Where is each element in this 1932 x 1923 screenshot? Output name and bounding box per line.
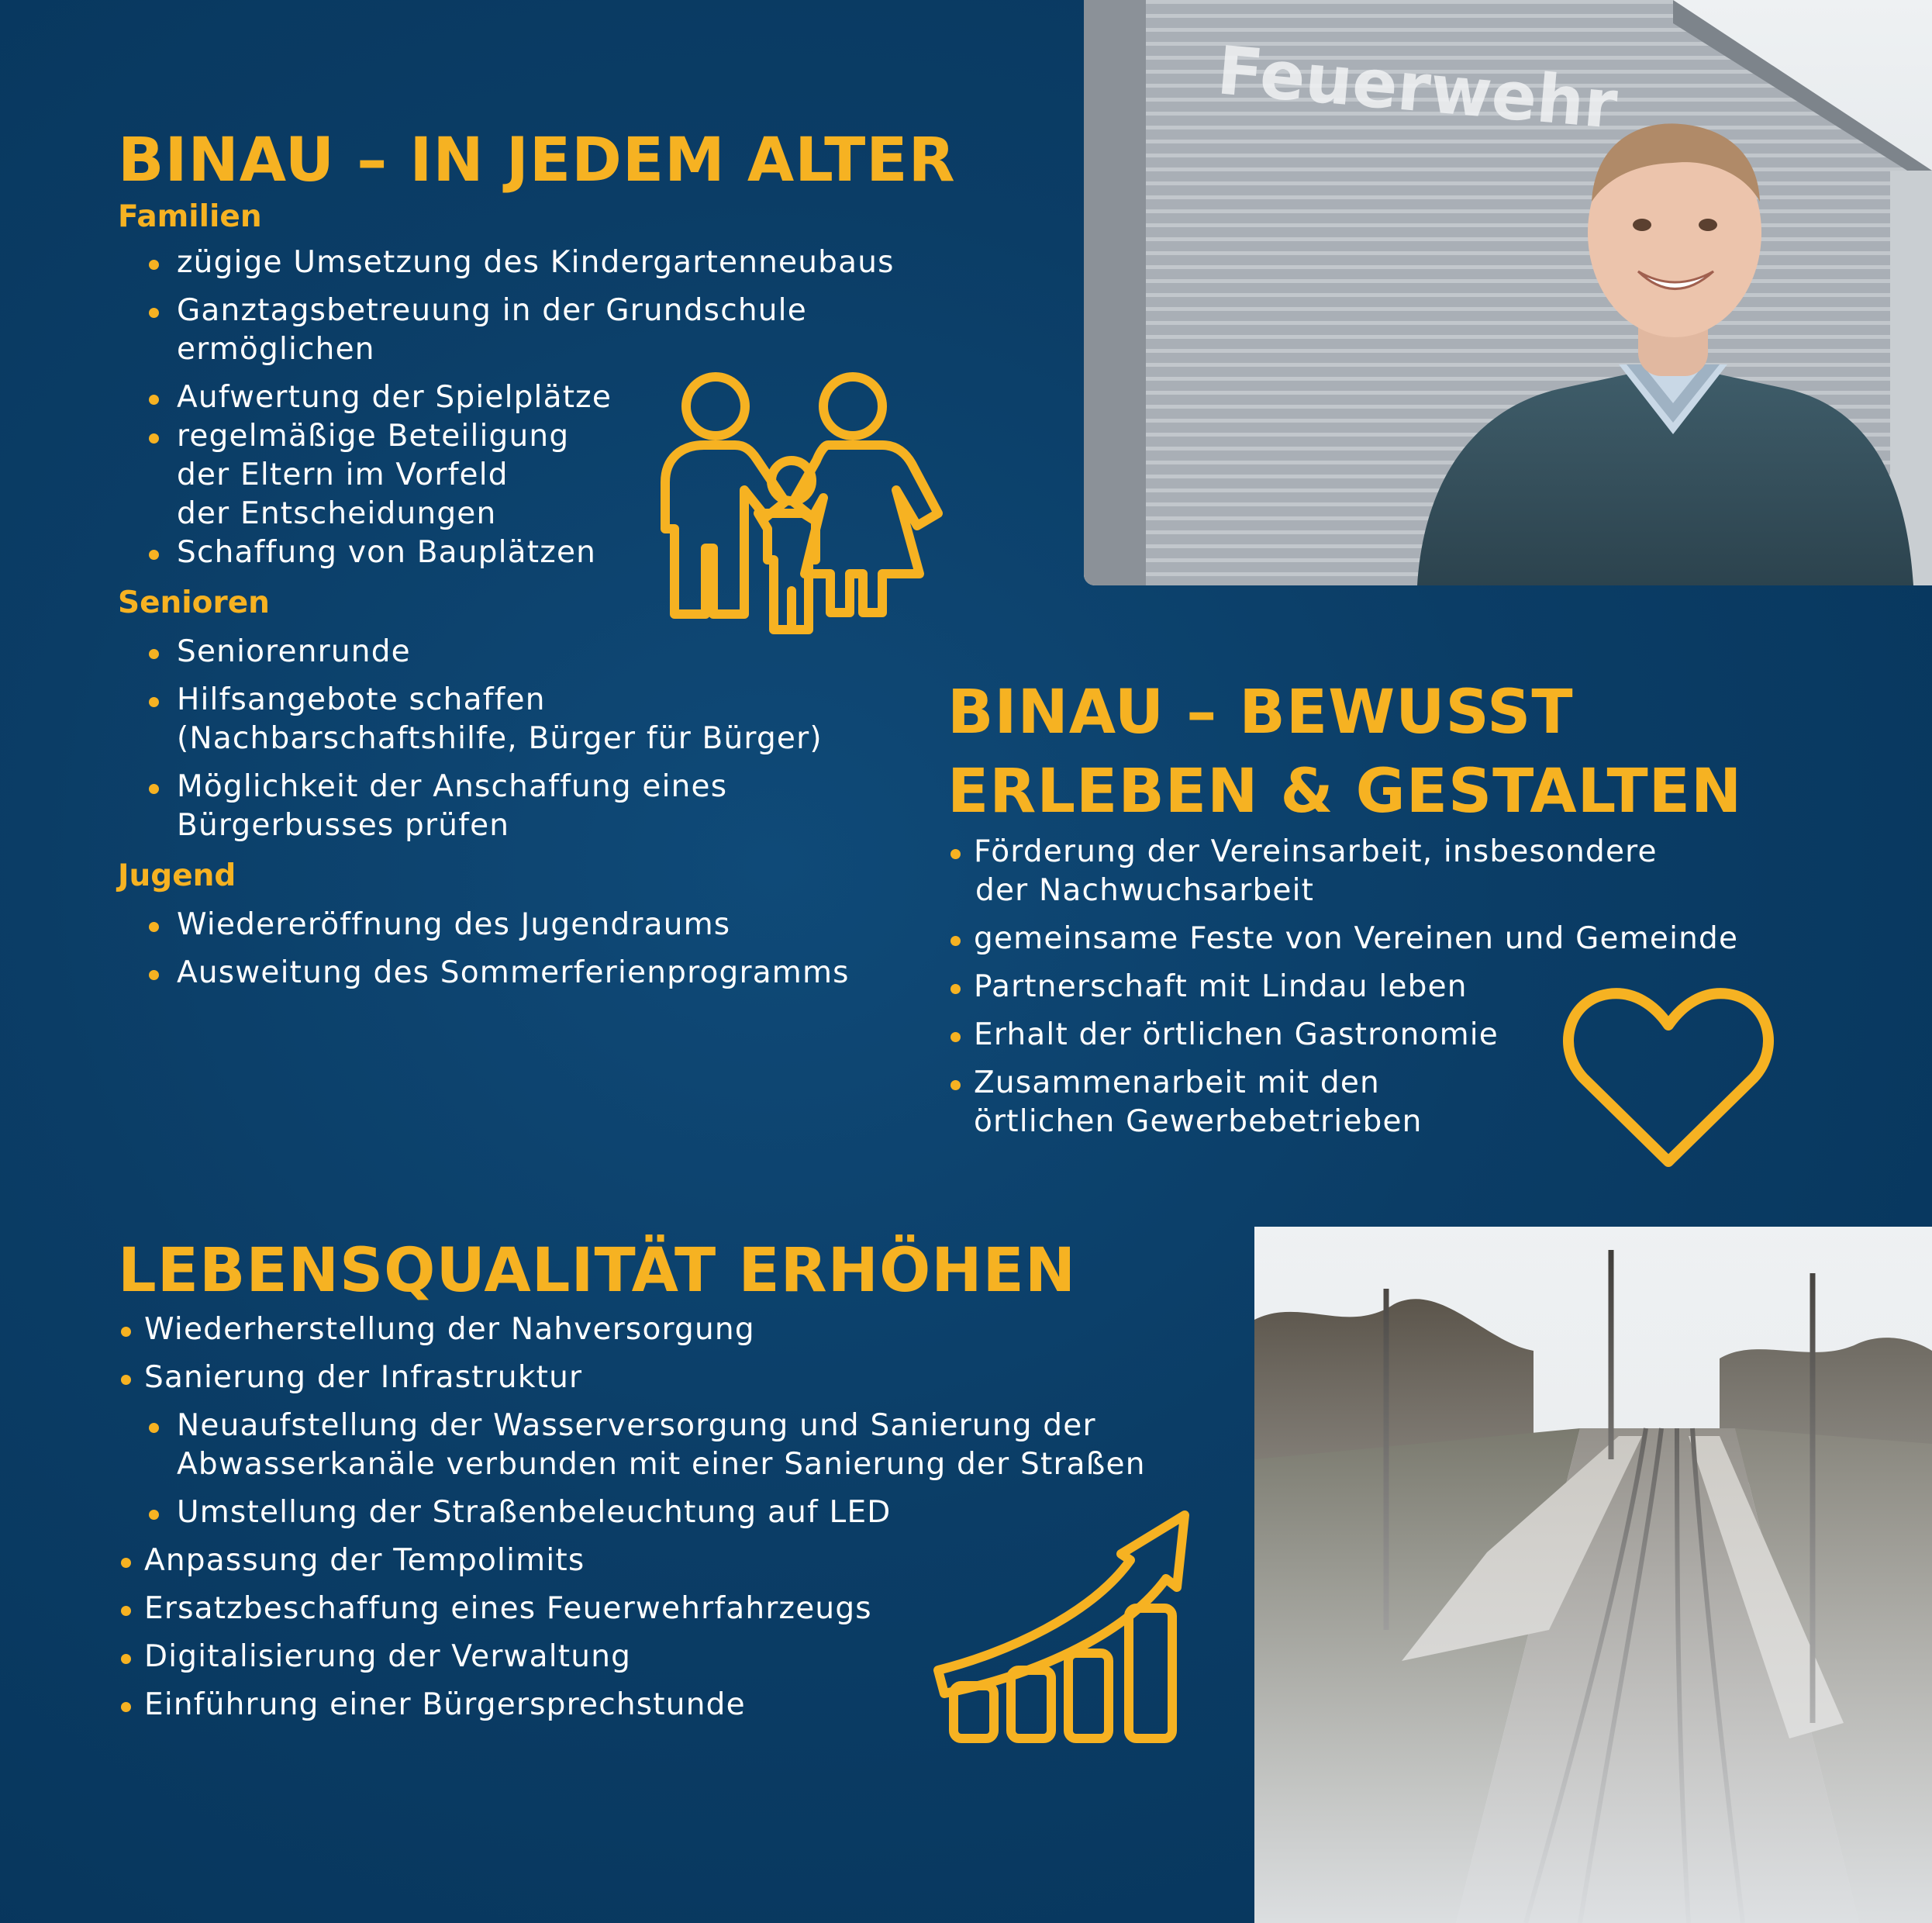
group-heading-jugend: Jugend — [118, 858, 236, 893]
jugend-list — [146, 906, 895, 993]
list-item: Digitalisierung der Verwaltung — [118, 1638, 1146, 1676]
list-item: Möglichkeit der Anschaffung eines Bürgerbusses prüfen — [146, 768, 895, 845]
list-item: Aufwertung der Spielplätze — [146, 378, 895, 417]
list-item: Umstellung der Straßenbeleuchtung auf LED — [146, 1493, 1146, 1532]
group-heading-familien: Familien — [118, 199, 262, 234]
heart-icon — [1560, 985, 1777, 1171]
list-item: Sanierung der Infrastruktur — [118, 1359, 1146, 1397]
list-item: zügige Umsetzung des Kindergartenneubaus — [146, 243, 895, 282]
section-quality-title: LEBENSQUALITÄT ERHÖHEN — [118, 1236, 1077, 1306]
list-item: Erhalt der örtlichen Gastronomie — [947, 1016, 1738, 1055]
section-experience-title-line1: BINAU – BEWUSST — [947, 678, 1574, 747]
list-item: gemeinsame Feste von Vereinen und Gemeinde — [947, 920, 1738, 958]
photo-firestation-portrait — [1084, 0, 1932, 585]
building-sign-text: Feuerwehr — [1214, 32, 1620, 144]
list-item: Anpassung der Tempolimits — [118, 1542, 1146, 1580]
list-item: Hilfsangebote schaffen (Nachbarschaftshilfe, Bürger für Bürger) — [146, 681, 895, 758]
photo-railway — [1254, 1227, 1932, 1923]
list-item: regelmäßige Beteiligung der Eltern im Vorfeld der Entscheidungen — [146, 417, 895, 533]
section-age-title: BINAU – IN JEDEM ALTER — [118, 126, 956, 195]
list-item: Seniorenrunde — [146, 633, 895, 671]
list-item: Förderung der Vereinsarbeit, insbesondere der Nachwuchsarbeit — [947, 833, 1738, 910]
section-experience-title-line2: ERLEBEN & GESTALTEN — [947, 757, 1743, 827]
photo-firestation-illustration — [1084, 0, 1932, 585]
list-item: Ausweitung des Sommerferienprogramms — [146, 954, 895, 993]
photo-railway-illustration — [1254, 1227, 1932, 1923]
group-heading-senioren: Senioren — [118, 585, 270, 620]
list-item: Neuaufstellung der Wasserversorgung und Sanierung der Abwasserkanäle verbunden mit einer Sanierung der Straßen — [146, 1407, 1146, 1484]
senioren-list — [146, 633, 895, 845]
list-item: Wiedereröffnung des Jugendraums — [146, 906, 895, 944]
list-item: Partnerschaft mit Lindau leben — [947, 968, 1738, 1006]
list-item: Ersatzbeschaffung eines Feuerwehrfahrzeugs — [118, 1590, 1146, 1628]
family-icon — [650, 366, 944, 645]
list-item: Zusammenarbeit mit den örtlichen Gewerbebetrieben — [947, 1064, 1738, 1141]
quality-list — [118, 1310, 1146, 1397]
list-item: Ganztagsbetreuung in der Grundschule ermöglichen — [146, 292, 895, 369]
list-item: Schaffung von Bauplätzen — [146, 533, 895, 572]
growth-chart-icon — [929, 1506, 1205, 1746]
list-item: Einführung einer Bürgersprechstunde — [118, 1686, 1146, 1724]
list-item: Wiederherstellung der Nahversorgung — [118, 1310, 1146, 1349]
